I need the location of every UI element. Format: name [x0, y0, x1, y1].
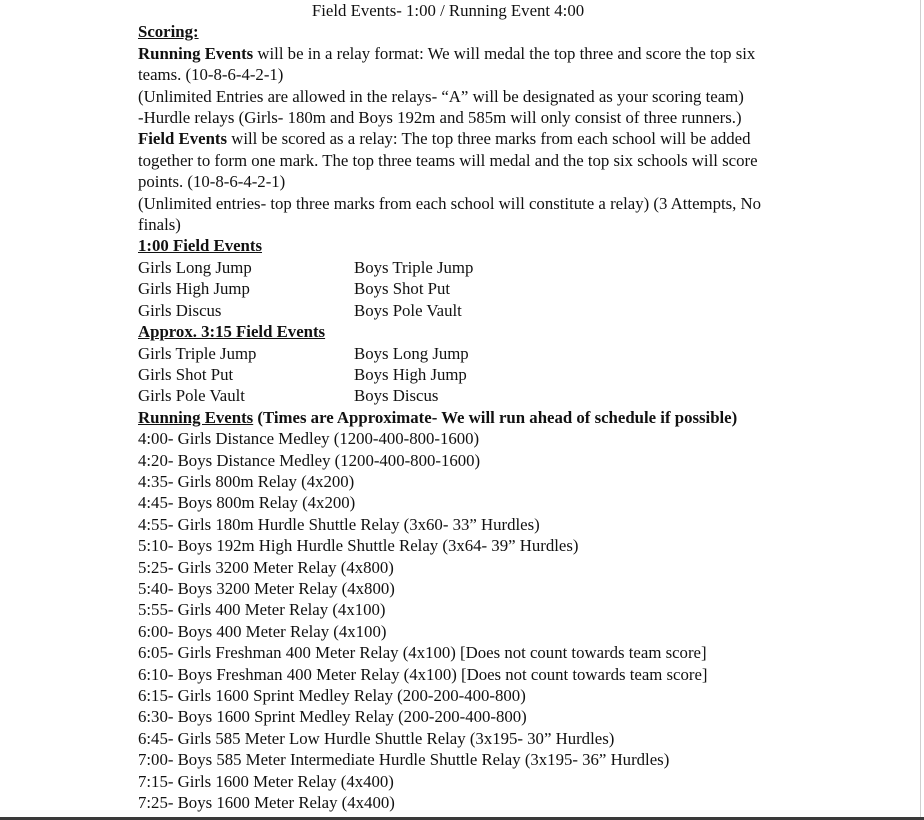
- girls-event: Girls Discus: [138, 300, 222, 320]
- hurdle-relays-note: -Hurdle relays (Girls- 180m and Boys 192m and 585m will only consist of three runners.): [138, 108, 742, 128]
- field-3-15-list: [138, 343, 798, 407]
- field-1-00-heading: 1:00 Field Events: [138, 236, 262, 256]
- girls-event: Girls Triple Jump: [138, 343, 257, 363]
- running-event-item: 4:00- Girls Distance Medley (1200-400-800-1600): [138, 429, 480, 449]
- running-event-item: 6:45- Girls 585 Meter Low Hurdle Shuttle Relay (3x195- 30” Hurdles): [138, 728, 615, 748]
- field-3-15-heading: Approx. 3:15 Field Events: [138, 322, 326, 342]
- running-event-item: 6:15- Girls 1600 Sprint Medley Relay (200-200-400-800): [138, 686, 526, 705]
- running-events-list: [138, 428, 798, 813]
- page-edge: [920, 0, 921, 818]
- running-scoring-text: will be in a relay format: We will medal the top three and score the top six teams. (10-8-6-4-2-1): [138, 43, 756, 85]
- running-event-item: 4:20- Boys Distance Medley (1200-400-800-1600): [138, 450, 481, 470]
- boys-event: Boys Pole Vault: [354, 300, 462, 320]
- field-1-00-list: [138, 257, 798, 321]
- running-event-item: 7:15- Girls 1600 Meter Relay (4x400): [138, 771, 394, 791]
- boys-event: Boys High Jump: [354, 364, 467, 384]
- unlimited-field-note: (Unlimited entries- top three marks from each school will constitute a relay) (3 Attempts, No finals): [138, 193, 762, 235]
- event-row: [138, 343, 798, 364]
- girls-event: Girls Long Jump: [138, 257, 252, 277]
- field-scoring-text: will be scored as a relay: The top three marks from each school will be added together to form one mark. The top three teams will medal and the top six schools will score points. (10-8-6-4-2-1): [138, 129, 758, 192]
- girls-event: Girls High Jump: [138, 279, 250, 299]
- scoring-heading: Scoring:: [138, 22, 199, 42]
- running-event-item: 6:10- Boys Freshman 400 Meter Relay (4x100) [Does not count towards team score]: [138, 664, 708, 684]
- document-page: [138, 0, 798, 818]
- running-event-item: 6:00- Boys 400 Meter Relay (4x100): [138, 621, 387, 641]
- running-event-item: 5:40- Boys 3200 Meter Relay (4x800): [138, 578, 395, 598]
- boys-event: Boys Discus: [354, 386, 439, 406]
- boys-event: Boys Long Jump: [354, 343, 469, 363]
- boys-event: Boys Triple Jump: [354, 257, 474, 277]
- field-scoring-paragraph: [138, 128, 798, 192]
- page-title: Field Events- 1:00 / Running Event 4:00: [311, 1, 585, 20]
- event-row: [138, 278, 798, 299]
- running-event-item: 5:55- Girls 400 Meter Relay (4x100): [138, 600, 386, 620]
- boys-event: Boys Shot Put: [354, 279, 451, 299]
- running-event-item: 6:30- Boys 1600 Sprint Medley Relay (200-200-400-800): [138, 707, 527, 727]
- running-event-item: 5:25- Girls 3200 Meter Relay (4x800): [138, 557, 394, 577]
- running-events-label: Running Events: [138, 43, 254, 63]
- unlimited-relays-note: (Unlimited Entries are allowed in the relays- “A” will be designated as your scoring team): [138, 86, 744, 106]
- event-row: [138, 300, 798, 321]
- running-events-note: (Times are Approximate- We will run ahead of schedule if possible): [253, 407, 738, 427]
- running-event-item: 6:05- Girls Freshman 400 Meter Relay (4x100) [Does not count towards team score]: [138, 643, 707, 663]
- running-events-heading: Running Events: [138, 407, 254, 427]
- running-event-item: 7:25- Boys 1600 Meter Relay (4x400): [138, 793, 395, 813]
- running-event-item: 7:00- Boys 585 Meter Intermediate Hurdle Shuttle Relay (3x195- 36” Hurdles): [138, 750, 670, 770]
- girls-event: Girls Shot Put: [138, 364, 234, 384]
- event-row: [138, 364, 798, 385]
- running-events-heading-line: [138, 407, 798, 428]
- running-event-item: 4:55- Girls 180m Hurdle Shuttle Relay (3x60- 33” Hurdles): [138, 514, 540, 534]
- running-event-item: 5:10- Boys 192m High Hurdle Shuttle Relay (3x64- 39” Hurdles): [138, 536, 579, 556]
- event-row: [138, 385, 798, 406]
- running-event-item: 4:35- Girls 800m Relay (4x200): [138, 471, 355, 491]
- running-event-item: 4:45- Boys 800m Relay (4x200): [138, 493, 356, 513]
- event-row: [138, 257, 798, 278]
- girls-event: Girls Pole Vault: [138, 386, 245, 406]
- running-scoring-paragraph: [138, 43, 798, 86]
- field-events-label: Field Events: [138, 129, 228, 149]
